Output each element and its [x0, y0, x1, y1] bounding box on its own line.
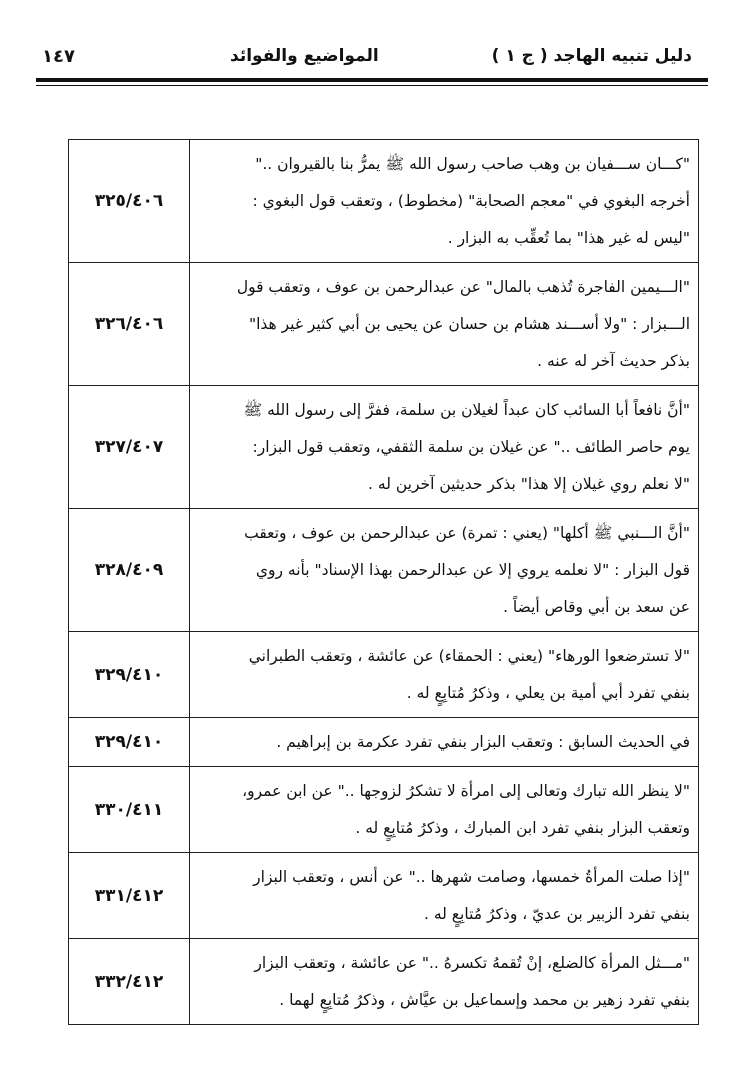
- entries-body: [69, 140, 699, 1025]
- entry-text-line: "الـــيمين الفاجرة تُذهب بالمال" عن عبدالرحمن بن عوف ، وتعقب قول: [236, 278, 690, 296]
- entry-text-cell: [190, 263, 699, 386]
- entry-reference: ٣٢٨/٤٠٩: [69, 509, 190, 632]
- entry-text-line: "ليس له غير هذا" بما تُعقِّب به البزار .: [447, 229, 690, 247]
- entry-text-line: بذكر حديث آخر له عنه .: [537, 352, 690, 370]
- entry-text-cell: [190, 718, 699, 767]
- entry-text-line: بنفي تفرد زهير بن محمد وإسماعيل بن عيَّاش ، وذكرُ مُتابِعٍ لهما .: [279, 991, 690, 1009]
- table-row: [69, 718, 699, 767]
- entry-text-cell: [190, 767, 699, 853]
- table-row: [69, 386, 699, 509]
- entry-text-line: "مـــثل المرأة كالضلع، إنْ تُقمهُ تكسرهُ .." عن عائشة ، وتعقب البزار: [254, 954, 690, 972]
- section-title: المواضيع والفوائد: [230, 46, 379, 66]
- entry-text-line: "لا ينظر الله تبارك وتعالى إلى امرأة لا تشكرُ لزوجها .." عن ابن عمرو،: [242, 782, 690, 800]
- entry-text-line: الـــبزار : "ولا أســـند هشام بن حسان عن يحيى بن أبي كثير غير هذا": [248, 315, 690, 333]
- entry-text-line: قول البزار : "لا نعلمه يروي إلا عن عبدالرحمن بهذا الإسناد" بأنه روي: [255, 561, 690, 579]
- header-rule-thin: [36, 85, 708, 86]
- entry-text-line: وتعقب البزار بنفي تفرد ابن المبارك ، وذكرُ مُتابِعٍ له .: [355, 819, 690, 837]
- entry-reference: ٣٢٥/٤٠٦: [69, 140, 190, 263]
- entry-text-line: "كـــان ســـفيان بن وهب صاحب رسول الله ﷺ يمرُّ بنا بالقيروان ..": [255, 155, 690, 173]
- entry-text-cell: [190, 853, 699, 939]
- entry-text-line: "إذا صلت المرأةُ خمسها، وصامت شهرها .." عن أنس ، وتعقب البزار: [253, 868, 690, 886]
- entry-reference: ٣٣١/٤١٢: [69, 853, 190, 939]
- entry-reference: ٣٣٠/٤١١: [69, 767, 190, 853]
- book-title: دليل تنبيه الهاجد ( ج ١ ): [491, 46, 692, 66]
- entry-text-line: "لا نعلم روي غيلان إلا هذا" بذكر حديثين آخرين له .: [368, 475, 690, 493]
- entry-text-cell: [190, 386, 699, 509]
- table-row: [69, 509, 699, 632]
- table-row: [69, 140, 699, 263]
- entry-reference: ٣٣٢/٤١٢: [69, 939, 190, 1025]
- entry-text-line: بنفي تفرد أبي أمية بن يعلي ، وذكرُ مُتابِعٍ له .: [406, 684, 690, 702]
- table-row: [69, 767, 699, 853]
- entry-reference: ٣٢٩/٤١٠: [69, 632, 190, 718]
- entry-text-line: أخرجه البغوي في "معجم الصحابة" (مخطوط) ، وتعقب قول البغوي :: [252, 192, 690, 210]
- table-row: [69, 853, 699, 939]
- entry-text-line: "لا تسترضعوا الورهاء" (يعني : الحمقاء) عن عائشة ، وتعقب الطبراني: [248, 647, 690, 665]
- table-row: [69, 632, 699, 718]
- entry-reference: ٣٢٧/٤٠٧: [69, 386, 190, 509]
- entry-text-line: يوم حاصر الطائف .." عن غيلان بن سلمة الثقفي، وتعقب قول البزار:: [252, 438, 690, 456]
- entry-text-cell: [190, 939, 699, 1025]
- entry-text-line: "أنَّ الـــنبي ﷺ أكلها" (يعني : تمرة) عن عبدالرحمن بن عوف ، وتعقب: [244, 524, 690, 542]
- table-row: [69, 939, 699, 1025]
- entries-table: [68, 139, 699, 1025]
- entry-text-line: بنفي تفرد الزبير بن عديّ ، وذكرُ مُتابِعٍ له .: [423, 905, 690, 923]
- entry-reference: ٣٢٩/٤١٠: [69, 718, 190, 767]
- entry-reference: ٣٢٦/٤٠٦: [69, 263, 190, 386]
- header-rule-thick: [36, 78, 708, 82]
- entry-text-cell: [190, 632, 699, 718]
- entry-text-line: "أنَّ نافعاً أبا السائب كان عبداً لغيلان بن سلمة، ففرَّ إلى رسول الله ﷺ: [243, 401, 690, 419]
- page-header: [30, 42, 706, 76]
- entry-text-line: في الحديث السابق : وتعقب البزار بنفي تفرد عكرمة بن إبراهيم .: [276, 733, 690, 751]
- entry-text-cell: [190, 509, 699, 632]
- table-row: [69, 263, 699, 386]
- entry-text-line: عن سعد بن أبي وقاص أيضاً .: [503, 598, 690, 616]
- page-number: ١٤٧: [42, 46, 75, 67]
- entry-text-cell: [190, 140, 699, 263]
